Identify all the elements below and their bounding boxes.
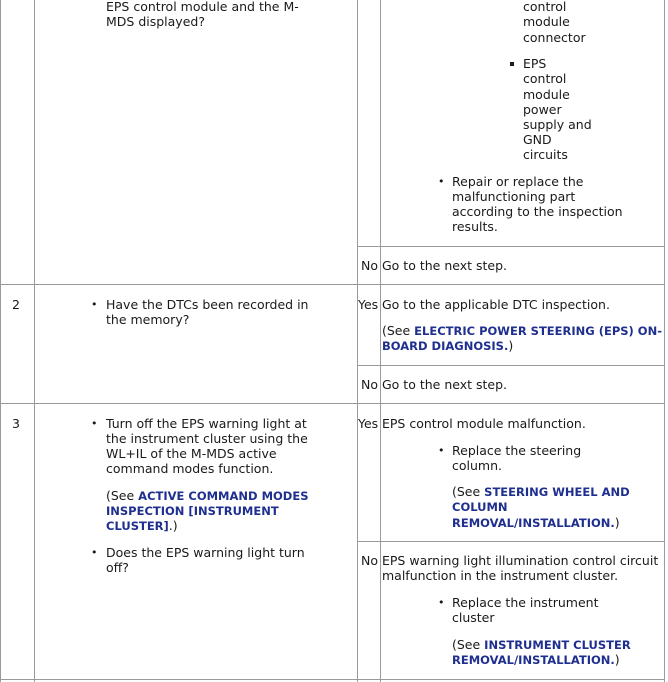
column-divider-step	[34, 0, 35, 682]
step-number: 3	[12, 416, 20, 431]
question-text: off?	[106, 560, 129, 575]
sub-item-text: EPS	[523, 56, 547, 71]
reference-text	[452, 499, 508, 515]
action-text: Go to the next step.	[382, 377, 507, 392]
sub-item-text: GND	[523, 132, 552, 147]
bullet-icon: •	[438, 175, 445, 188]
reference-open: (See	[452, 637, 485, 652]
reference-text	[382, 323, 662, 339]
action-text: cluster	[452, 610, 495, 625]
sub-item-text: power	[523, 102, 562, 117]
reference-link[interactable]: CLUSTER]	[106, 519, 169, 533]
action-text: Replace the instrument	[452, 595, 599, 610]
question-text: MDS displayed?	[106, 14, 205, 29]
square-bullet-icon	[510, 62, 514, 66]
sub-item-text: connector	[523, 30, 586, 45]
reference-link[interactable]: REMOVAL/INSTALLATION.	[452, 516, 615, 530]
reference-text	[452, 637, 631, 653]
question-text: WL+IL of the M-MDS active	[106, 446, 277, 461]
step-number: 2	[12, 297, 20, 312]
action-text: column.	[452, 458, 502, 473]
answer-no-label: No	[361, 377, 378, 392]
sub-item-text: supply and	[523, 117, 592, 132]
bullet-icon: •	[91, 298, 98, 311]
table-border-left	[0, 0, 1, 682]
reference-text	[106, 503, 279, 519]
answer-no-label: No	[361, 553, 378, 568]
answer-yes-label: Yes	[358, 297, 379, 312]
bullet-icon: •	[438, 596, 445, 609]
bullet-icon: •	[91, 417, 98, 430]
reference-open: (See	[106, 488, 139, 503]
reference-close: )	[614, 515, 620, 530]
question-text: command modes function.	[106, 461, 274, 476]
question-text: the memory?	[106, 312, 190, 327]
question-text: EPS control module and the M-	[106, 0, 299, 14]
row-divider	[0, 284, 665, 285]
sub-item-text: module	[523, 14, 570, 29]
answer-yes-label: Yes	[358, 416, 379, 431]
question-text: the instrument cluster using the	[106, 431, 308, 446]
action-text: results.	[452, 219, 498, 234]
reference-text	[382, 338, 513, 354]
table-border-right	[664, 0, 665, 682]
reference-close: )	[614, 652, 620, 667]
action-text: Replace the steering	[452, 443, 582, 458]
action-text: Repair or replace the	[452, 174, 584, 189]
reference-link[interactable]: ELECTRIC POWER STEERING (EPS) ON-	[414, 324, 662, 338]
answer-no-label: No	[361, 258, 378, 273]
action-text: malfunctioning part	[452, 189, 576, 204]
column-divider-answer	[380, 0, 381, 682]
reference-close: )	[508, 338, 514, 353]
row-divider	[0, 403, 665, 404]
reference-link[interactable]: INSPECTION [INSTRUMENT	[106, 504, 279, 518]
reference-link[interactable]: COLUMN	[452, 500, 508, 514]
question-text: Turn off the EPS warning light at	[106, 416, 307, 431]
reference-text	[106, 518, 178, 534]
sub-item-text: control	[523, 71, 567, 86]
reference-link[interactable]: INSTRUMENT CLUSTER	[484, 638, 631, 652]
reference-close: .)	[168, 518, 178, 533]
action-text: EPS warning light illumination control circuit	[382, 553, 659, 568]
row-divider	[357, 246, 665, 247]
action-text: EPS control module malfunction.	[382, 416, 586, 431]
bullet-icon: •	[91, 546, 98, 559]
reference-link[interactable]: STEERING WHEEL AND	[484, 485, 630, 499]
reference-link[interactable]: REMOVAL/INSTALLATION.	[452, 653, 615, 667]
bullet-icon: •	[438, 444, 445, 457]
action-text: Go to the next step.	[382, 258, 507, 273]
action-text: according to the inspection	[452, 204, 623, 219]
row-divider	[357, 365, 665, 366]
question-text: Does the EPS warning light turn	[106, 545, 305, 560]
sub-item-text: control	[523, 0, 567, 14]
reference-open: (See	[382, 323, 415, 338]
reference-link[interactable]: BOARD DIAGNOSIS.	[382, 339, 509, 353]
action-text: malfunction in the instrument cluster.	[382, 568, 619, 583]
column-divider-question	[357, 0, 358, 682]
reference-text	[452, 484, 630, 500]
sub-item-text: circuits	[523, 147, 568, 162]
reference-text	[452, 515, 620, 531]
reference-text	[452, 652, 620, 668]
sub-item-text: module	[523, 87, 570, 102]
row-divider	[357, 541, 665, 542]
reference-link[interactable]: ACTIVE COMMAND MODES	[138, 489, 309, 503]
table-border-bottom	[0, 679, 665, 680]
reference-text	[106, 488, 308, 504]
question-text: Have the DTCs been recorded in	[106, 297, 309, 312]
reference-open: (See	[452, 484, 485, 499]
action-text: Go to the applicable DTC inspection.	[382, 297, 610, 312]
